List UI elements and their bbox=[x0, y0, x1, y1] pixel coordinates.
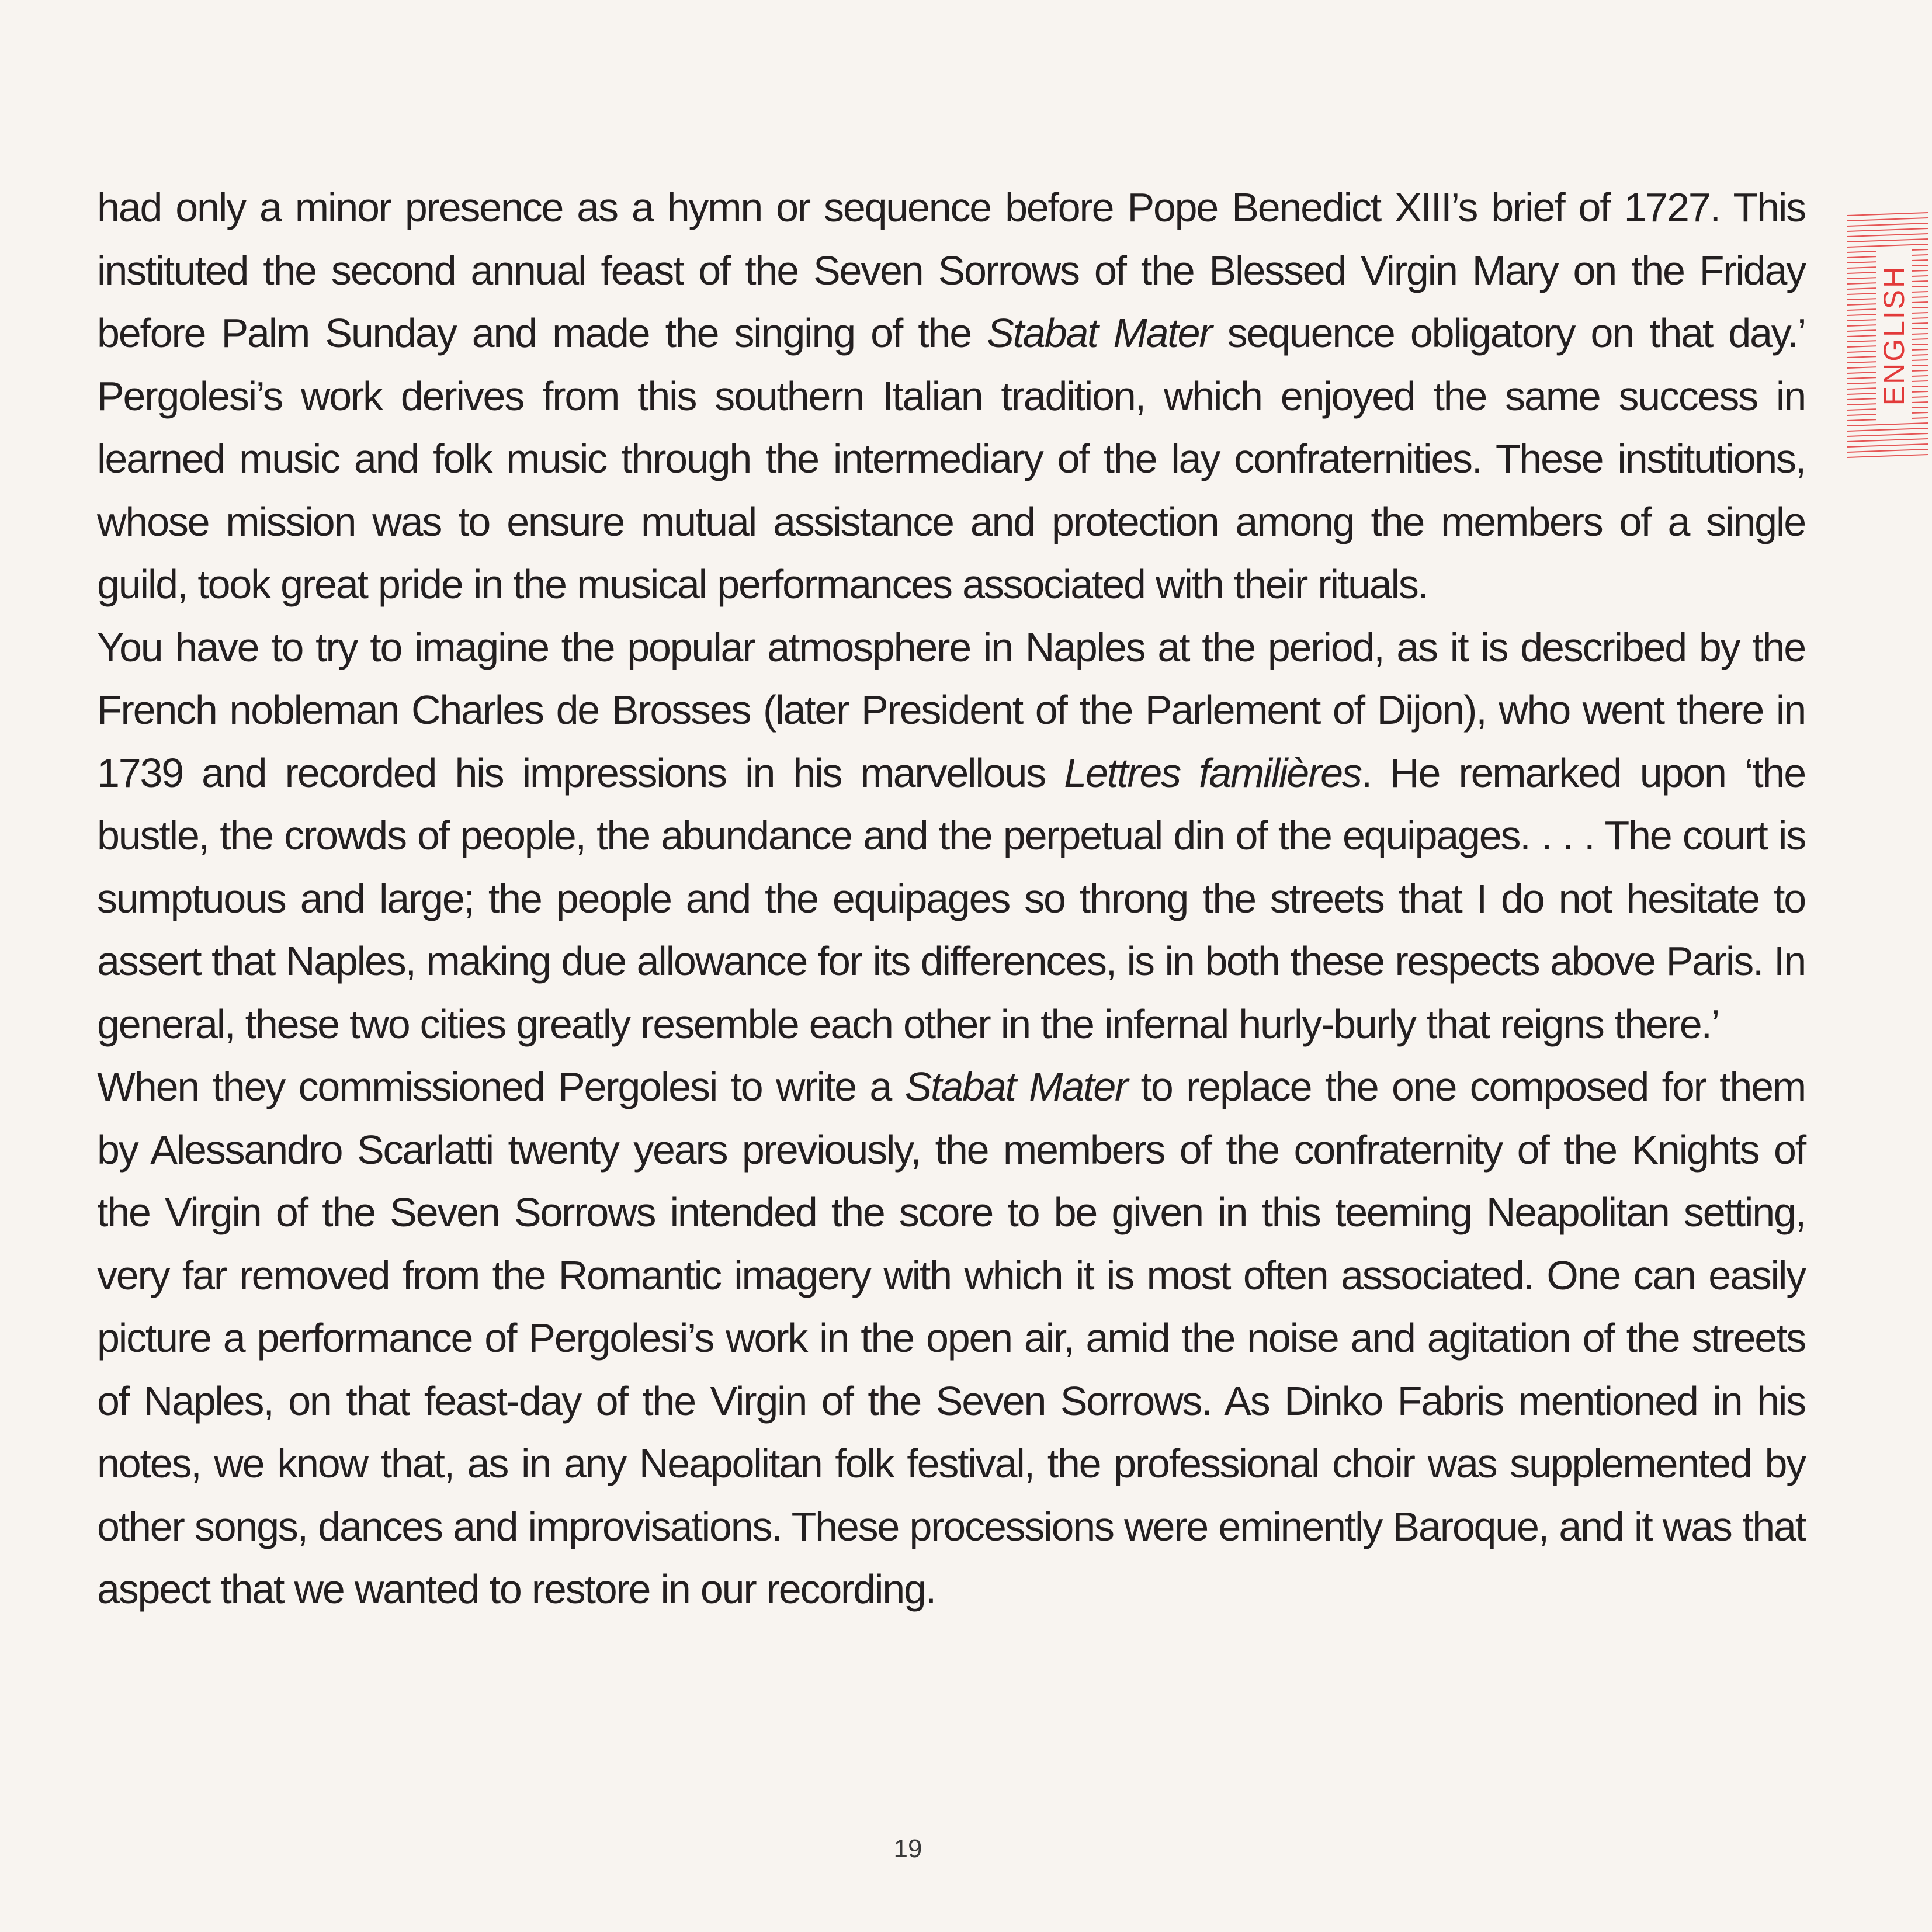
italic-title: Stabat Mater bbox=[987, 310, 1212, 356]
language-label: ENGLISH bbox=[1876, 248, 1912, 423]
italic-title: Stabat Mater bbox=[904, 1064, 1128, 1109]
hatch-line bbox=[1847, 234, 1928, 237]
hatch-line bbox=[1847, 433, 1928, 436]
hatch-line bbox=[1847, 228, 1928, 231]
hatch-line bbox=[1847, 218, 1928, 221]
text-run: to replace the one composed for them by Alessandro Scarlatti twenty years previously, the members of the confraternity of the Knights of the Virgin of the Seven Sorrows intended the score to be given in this teeming Neapolitan setting, very far removed from the Romantic imagery with which it is most often associated. One can easily picture a performance of Pergolesi’s work in the open air, amid the noise and agitation of the streets of Naples, on that feast-day of the Virgin of the Seven Sorrows. As Dinko Fabris mentioned in his notes, we know that, as in any Neapolitan folk festival, the professional choir was supplemented by other songs, dances and improvisations. These processions were eminently Baroque, and it was that aspect that we wanted to restore in our recording. bbox=[97, 1064, 1805, 1612]
text-run: sequence obligatory on that day.’ Pergolesi’s work derives from this southern Italian tradition, which enjoyed the same success in learned music and folk music through the intermediary of the lay confraternities. These institutions, whose mission was to ensure mutual assistance and protection among the members of a single guild, took great pride in the musical performances associated with their rituals. bbox=[97, 310, 1806, 607]
text-run: had only a minor presence as a hymn or sequence before Pope Benedict XIII’s brief of 1727. This instituted the second annual feast of the Seven Sorrows of the Blessed Virgin Mary on the Friday before Palm Sunday and made the singing of the bbox=[97, 185, 1805, 356]
hatch-line bbox=[1847, 223, 1928, 226]
hatch-line bbox=[1847, 244, 1928, 247]
paragraph bbox=[97, 176, 1805, 616]
hatch-line bbox=[1847, 428, 1928, 431]
page-number: 19 bbox=[893, 1834, 922, 1863]
hatch-line bbox=[1847, 449, 1928, 452]
text-run: You have to try to imagine the popular atmosphere in Naples at the period, as it is described by the French nobleman Charles de Brosses (later President of the Parlement of Dijon), who went there in 1739 and recorded his impressions in his marvellous bbox=[97, 624, 1805, 796]
hatch-line bbox=[1847, 444, 1928, 447]
hatch-line bbox=[1847, 239, 1928, 242]
hatch-line bbox=[1847, 423, 1928, 426]
body-text bbox=[97, 176, 1805, 1621]
hatch-line bbox=[1847, 439, 1928, 442]
text-run: When they commissioned Pergolesi to write a bbox=[97, 1064, 905, 1109]
italic-title: Lettres familières bbox=[1064, 750, 1361, 796]
paragraph bbox=[97, 1056, 1805, 1621]
text-run: . He remarked upon ‘the bustle, the crowds of people, the abundance and the perpetual din of the equipages. . . . The court is sumptuous and large; the people and the equipages so throng the streets that I do not hesitate to assert that Naples, making due allowance for its differences, is in both these respects above Paris. In general, these two cities greatly resemble each other in the infernal hurly-burly that reigns there.’ bbox=[97, 750, 1805, 1047]
paragraph bbox=[97, 616, 1805, 1056]
hatch-line bbox=[1847, 213, 1928, 216]
language-tab bbox=[1846, 210, 1929, 460]
hatch-line bbox=[1847, 455, 1928, 457]
